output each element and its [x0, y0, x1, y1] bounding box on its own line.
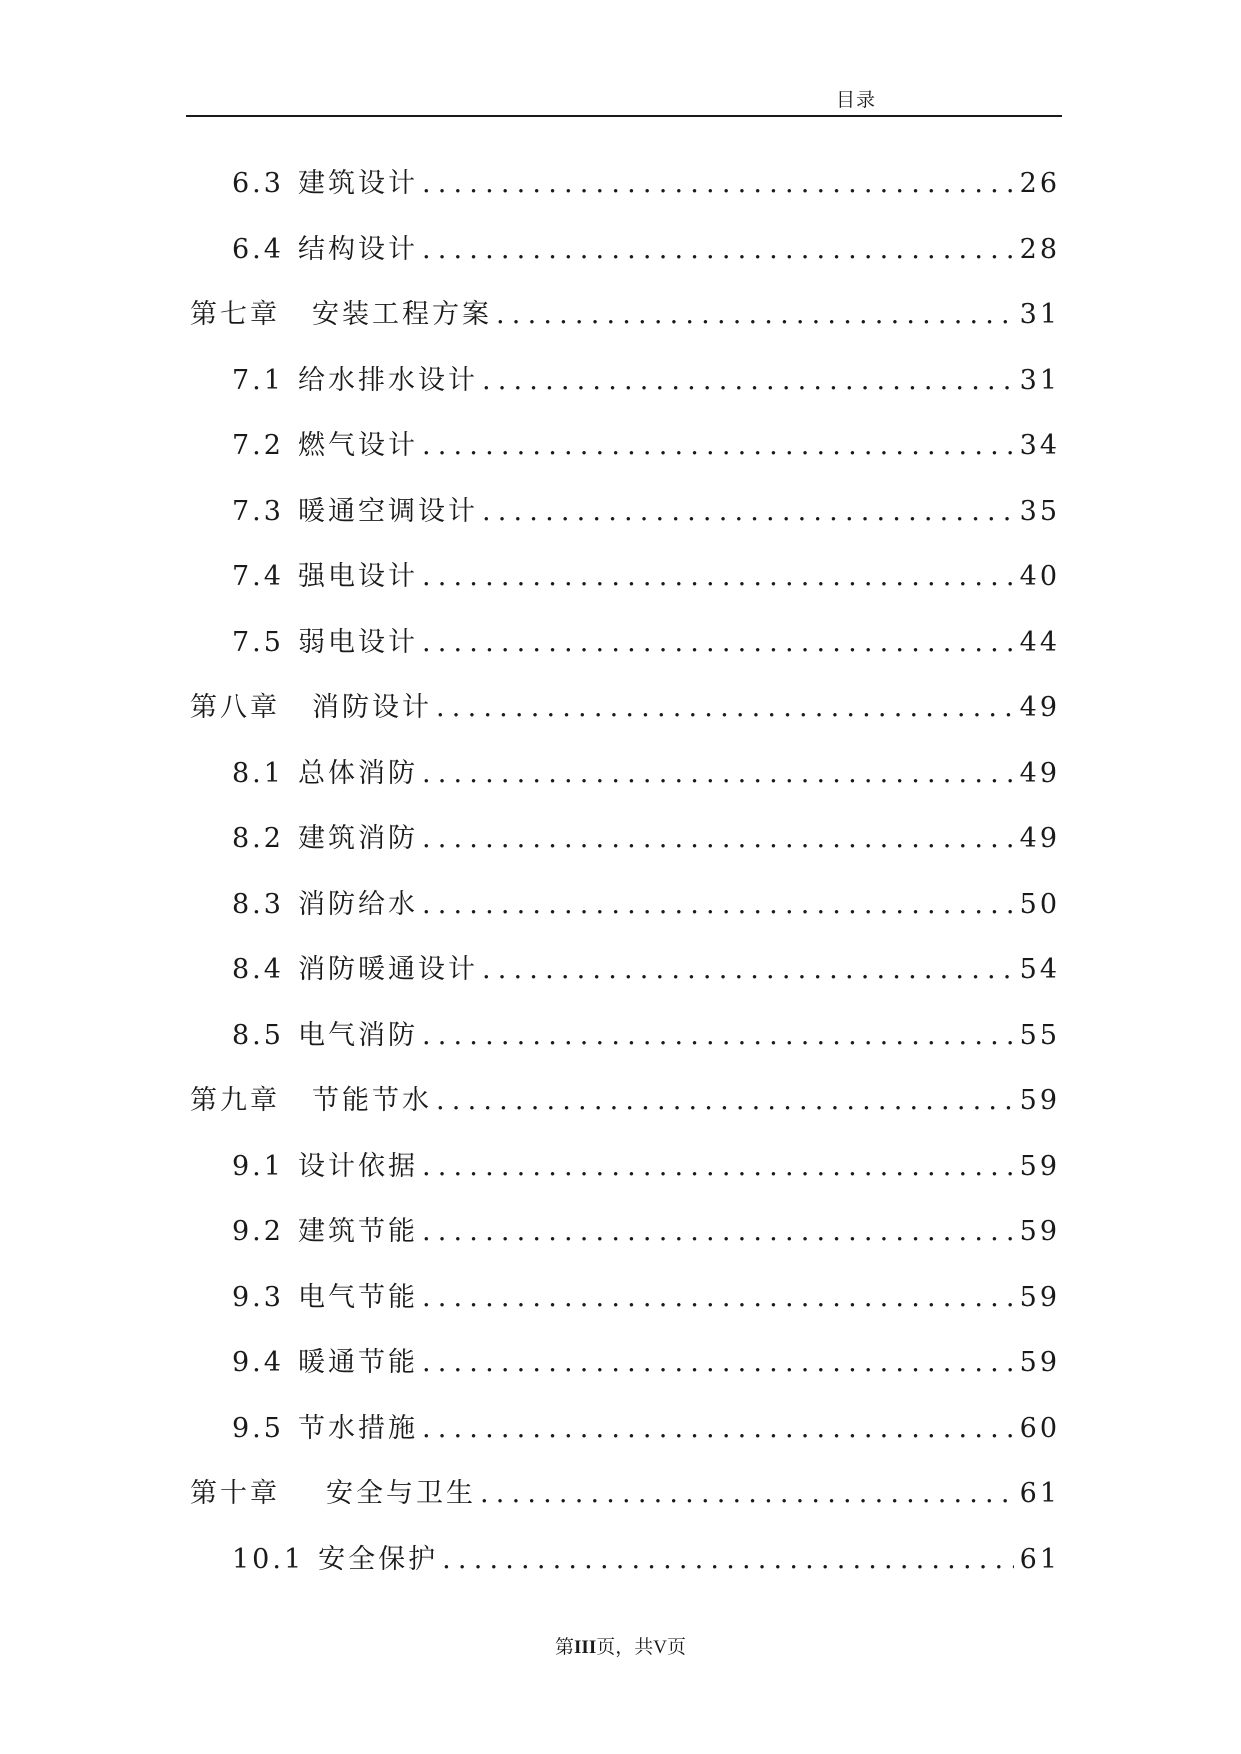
toc-dot-leader — [482, 937, 1014, 1003]
toc-chapter-title: 安装工程方案 — [312, 299, 492, 330]
toc-label — [232, 413, 418, 479]
toc-page-number: 49 — [1019, 692, 1060, 723]
header-rule — [186, 115, 1062, 117]
toc-dot-leader — [422, 151, 1014, 217]
toc-section-number: 8.2 — [232, 823, 284, 854]
toc-entry[interactable] — [190, 217, 1060, 283]
toc-page-number: 59 — [1019, 1281, 1060, 1313]
toc-section-title: 暖通空调设计 — [297, 495, 478, 527]
toc-dot-leader — [422, 1003, 1014, 1069]
toc-dot-leader — [480, 1461, 1014, 1527]
toc-section-title: 弱电设计 — [297, 626, 418, 658]
toc-dot-leader — [422, 872, 1014, 938]
toc-entry[interactable] — [190, 1527, 1060, 1593]
toc-page-number: 59 — [1019, 1347, 1060, 1378]
footer-suffix: 页 — [666, 1637, 686, 1658]
toc-dot-leader — [442, 1527, 1014, 1593]
toc-dot-leader — [436, 675, 1014, 741]
toc-chapter-title: 安全与卫生 — [326, 1478, 476, 1509]
toc-label — [232, 348, 478, 414]
toc-label — [232, 217, 418, 283]
toc-label — [232, 1199, 418, 1265]
toc-section-number: 8.1 — [232, 757, 284, 789]
toc-label — [190, 1068, 432, 1134]
toc-label — [232, 544, 418, 610]
toc-section-number: 10.1 — [232, 1543, 305, 1575]
toc-label — [232, 806, 418, 872]
toc-entry[interactable] — [190, 348, 1060, 414]
toc-section-title: 强电设计 — [297, 561, 418, 592]
toc-chapter-entry[interactable] — [190, 282, 1060, 348]
toc-entry[interactable] — [190, 937, 1060, 1003]
toc-chapter-number: 第八章 — [190, 692, 280, 723]
toc-chapter-title: 节能节水 — [312, 1085, 432, 1116]
toc-section-number: 7.2 — [232, 430, 284, 461]
toc-page-number: 49 — [1019, 823, 1060, 854]
toc-label — [232, 479, 478, 545]
toc-section-title: 电气消防 — [297, 1019, 418, 1051]
toc-entry[interactable] — [190, 1265, 1060, 1331]
toc-label — [232, 1330, 418, 1396]
toc-page-number: 40 — [1019, 561, 1060, 592]
toc-dot-leader — [422, 217, 1014, 283]
toc-chapter-entry[interactable] — [190, 1068, 1060, 1134]
toc-label — [232, 1134, 418, 1200]
toc-page-number: 44 — [1019, 626, 1060, 658]
toc-label — [232, 1003, 418, 1069]
toc-section-title: 建筑消防 — [297, 823, 418, 854]
toc-dot-leader — [422, 1199, 1014, 1265]
footer-current-page: III — [574, 1637, 597, 1658]
footer-prefix: 第 — [555, 1637, 575, 1658]
toc-chapter-entry[interactable] — [190, 675, 1060, 741]
toc-section-number: 6.3 — [232, 168, 284, 199]
toc-entry[interactable] — [190, 544, 1060, 610]
toc-page-number: 26 — [1019, 168, 1060, 199]
toc-label — [190, 1461, 476, 1527]
toc-section-title: 设计依据 — [297, 1150, 418, 1182]
toc-section-number: 9.2 — [232, 1216, 284, 1247]
toc-section-number: 7.1 — [232, 364, 284, 396]
toc-page-number: 59 — [1019, 1216, 1060, 1247]
toc-page-number: 49 — [1019, 757, 1060, 789]
toc-section-title: 总体消防 — [297, 757, 418, 789]
toc-section-title: 消防暖通设计 — [297, 954, 478, 985]
toc-entry[interactable] — [190, 610, 1060, 676]
toc-dot-leader — [482, 348, 1014, 414]
toc-dot-leader — [422, 1330, 1014, 1396]
toc-section-number: 8.5 — [232, 1019, 284, 1051]
toc-page-number: 59 — [1019, 1085, 1060, 1116]
toc-label — [232, 610, 418, 676]
toc-section-title: 建筑节能 — [297, 1216, 418, 1247]
toc-page-number: 59 — [1019, 1150, 1060, 1182]
toc-page-number: 60 — [1019, 1412, 1060, 1444]
toc-chapter-title: 消防设计 — [312, 692, 432, 723]
running-header-title: 目录 — [836, 89, 877, 111]
toc-section-number: 7.5 — [232, 626, 284, 658]
toc-section-number: 9.4 — [232, 1347, 284, 1378]
toc-section-number: 9.5 — [232, 1412, 284, 1444]
toc-dot-leader — [496, 282, 1014, 348]
footer-total-pages: V — [653, 1637, 667, 1658]
toc-label — [190, 282, 492, 348]
toc-dot-leader — [422, 741, 1014, 807]
toc-dot-leader — [422, 610, 1014, 676]
toc-entry[interactable] — [190, 741, 1060, 807]
toc-section-number: 9.3 — [232, 1281, 284, 1313]
toc-label — [232, 1265, 418, 1331]
toc-section-title: 电气节能 — [297, 1281, 418, 1313]
toc-label — [232, 741, 418, 807]
toc-chapter-number: 第十章 — [190, 1478, 280, 1509]
toc-section-number: 8.4 — [232, 954, 284, 985]
toc-entry[interactable] — [190, 151, 1060, 217]
toc-page-number: 55 — [1019, 1019, 1060, 1051]
toc-page-number: 31 — [1019, 364, 1060, 396]
toc-dot-leader — [482, 479, 1014, 545]
toc-section-number: 6.4 — [232, 233, 284, 265]
toc-entry[interactable] — [190, 1330, 1060, 1396]
toc-chapter-entry[interactable] — [190, 1461, 1060, 1527]
toc-entry[interactable] — [190, 806, 1060, 872]
toc-label — [232, 872, 418, 938]
page-footer — [0, 1636, 1241, 1660]
toc-dot-leader — [422, 413, 1014, 479]
footer-middle: 页，共 — [596, 1637, 654, 1658]
toc-page-number: 34 — [1019, 430, 1060, 461]
toc-page-number: 54 — [1019, 954, 1060, 985]
toc-section-title: 消防给水 — [297, 888, 418, 920]
toc-chapter-number: 第七章 — [190, 299, 280, 330]
toc-entry[interactable] — [190, 413, 1060, 479]
toc-dot-leader — [422, 1396, 1014, 1462]
toc-dot-leader — [422, 1134, 1014, 1200]
toc-section-number: 7.3 — [232, 495, 284, 527]
toc-section-number: 8.3 — [232, 888, 284, 920]
toc-page-number: 35 — [1019, 495, 1060, 527]
toc-label — [232, 1527, 438, 1593]
toc-section-title: 结构设计 — [297, 233, 418, 265]
toc-section-title: 节水措施 — [297, 1412, 418, 1444]
toc-section-title: 暖通节能 — [297, 1347, 418, 1378]
toc-entry[interactable] — [190, 1396, 1060, 1462]
toc-dot-leader — [422, 806, 1014, 872]
toc-section-title: 给水排水设计 — [297, 364, 478, 396]
toc-entry[interactable] — [190, 1199, 1060, 1265]
toc-page-number: 31 — [1019, 299, 1060, 330]
toc-label — [232, 937, 478, 1003]
toc-section-title: 建筑设计 — [297, 168, 418, 199]
toc-label — [190, 675, 432, 741]
toc-entry[interactable] — [190, 1003, 1060, 1069]
table-of-contents — [190, 151, 1060, 1592]
toc-page-number: 61 — [1019, 1478, 1060, 1509]
toc-entry[interactable] — [190, 479, 1060, 545]
toc-dot-leader — [436, 1068, 1014, 1134]
toc-label — [232, 1396, 418, 1462]
toc-label — [232, 151, 418, 217]
toc-section-title: 安全保护 — [318, 1543, 439, 1575]
toc-section-number: 7.4 — [232, 561, 284, 592]
toc-entry[interactable] — [190, 1134, 1060, 1200]
toc-page-number: 50 — [1019, 888, 1060, 920]
toc-section-title: 燃气设计 — [297, 430, 418, 461]
toc-section-number: 9.1 — [232, 1150, 284, 1182]
toc-page-number: 61 — [1019, 1543, 1060, 1575]
toc-chapter-number: 第九章 — [190, 1085, 280, 1116]
toc-dot-leader — [422, 1265, 1014, 1331]
toc-dot-leader — [422, 544, 1014, 610]
toc-entry[interactable] — [190, 872, 1060, 938]
toc-page-number: 28 — [1019, 233, 1060, 265]
